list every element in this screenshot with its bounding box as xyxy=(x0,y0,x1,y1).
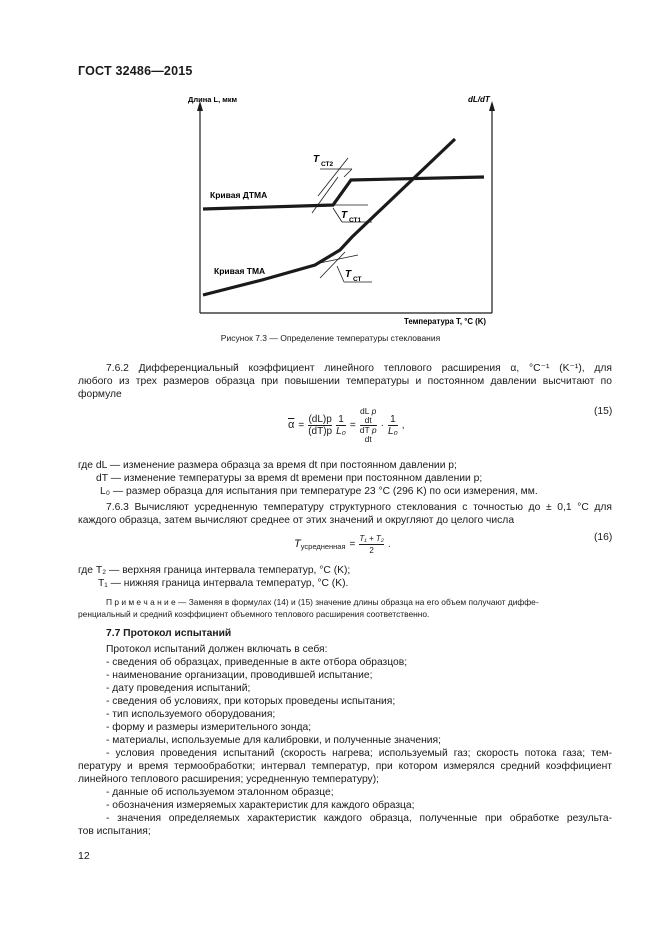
eq15-frac2: $\frac{1}{\text{L₀}}$ xyxy=(336,413,346,437)
curve-dtma-label: Кривая ДТМА xyxy=(210,190,268,200)
page-number: 12 xyxy=(78,850,90,862)
protocol-item: - наименование организации, проводившей испытание; xyxy=(106,670,373,681)
tct-label: T xyxy=(345,269,352,280)
protocol-item: - данные об используемом эталонном образце; xyxy=(106,787,334,798)
protocol-item: - условия проведения испытаний (скорость нагрева; используемый газ; скорость потока газа; тем- xyxy=(106,748,612,759)
eq16-equals: = xyxy=(349,538,356,550)
section-7-6-2-line1: 7.6.2 Дифференциальный коэффициент линейного теплового расширения α, °C⁻¹ (K⁻¹), для xyxy=(106,363,612,374)
tct1-sub: СТ1 xyxy=(349,217,362,224)
equation-16 xyxy=(294,531,391,557)
protocol-item-cont: линейного теплового расширения; усредненную температуру); xyxy=(78,774,379,785)
eq15-dot: · xyxy=(380,419,384,431)
section-7-6-2-line3: формуле xyxy=(78,389,122,400)
section-7-6-3-line2: каждого образца, затем вычисляют среднее от этих значений и округляют до целого числа xyxy=(78,515,515,526)
leader-tct2 xyxy=(344,169,352,177)
protocol-item: - обозначения измеряемых характеристик для каждого образца; xyxy=(106,800,415,811)
where16-line1: где T₂ — верхняя граница интервала температур, °C (K); xyxy=(78,565,351,576)
eq15-equals: = xyxy=(298,419,305,431)
glass-transition-figure xyxy=(0,0,661,330)
protocol-item: - материалы, используемые для калибровки, и полученные значения; xyxy=(106,735,441,746)
protocol-item: - значения определяемых характеристик каждого образца, полученные при обработке результа- xyxy=(106,813,612,824)
protocol-item: - сведения об образцах, приведенные в акте отбора образцов; xyxy=(106,657,408,668)
tct2-label: T xyxy=(313,154,320,165)
eq15-frac3: dL p dt dT p dt xyxy=(359,405,377,444)
curve-tma-label: Кривая ТМА xyxy=(214,266,266,276)
section-7-6-3-line1: 7.6.3 Вычисляют усредненную температуру структурного стеклования с точностью до ± 0,1 °C для xyxy=(106,502,612,513)
tangent-dtma-mid2 xyxy=(312,177,338,213)
eq16-lhs-sub: усредненная xyxy=(300,541,346,551)
protocol-item: - дату проведения испытаний; xyxy=(106,683,251,694)
protocol-item-cont: пературу и время термообработки; интервал температур, при котором измерялся средний коэффициент xyxy=(78,761,612,772)
equation-15-number: (15) xyxy=(594,406,613,417)
eq15-comma: , xyxy=(401,419,405,431)
equation-15 xyxy=(288,407,405,443)
eq15-frac1: $\frac{(dL)p}{(dT)p}$ xyxy=(308,413,333,437)
where15-line3: L₀ — размер образца для испытания при температуре 23 °C (296 K) по оси измерения, мм. xyxy=(100,486,538,497)
figure-caption: Рисунок 7.3 — Определение температуры стеклования xyxy=(220,333,441,343)
tct1-label: T xyxy=(341,210,348,221)
where15-line1: где dL — изменение размера образца за время dt при постоянном давлении p; xyxy=(78,460,457,471)
section-7-6-2-line2: любого из трех размеров образца при повышении температуры и постоянном давлении высчитают по xyxy=(78,376,612,387)
note-line2: ренциальный и средний коэффициент объемного теплового расширения соответственно. xyxy=(78,609,430,619)
section-7-7-title: 7.7 Протокол испытаний xyxy=(106,628,232,639)
leader-tct xyxy=(337,266,344,282)
protocol-item-cont: тов испытания; xyxy=(78,826,151,837)
x-axis-label: Температура T, °C (K) xyxy=(404,317,487,326)
equation-16-number: (16) xyxy=(594,532,613,543)
eq15-equals-2: = xyxy=(349,419,356,431)
where16-line2: T₁ — нижняя граница интервала температур, °C (K). xyxy=(98,578,349,589)
eq16-lhs: T xyxy=(294,537,301,550)
eq15-alpha: $\overline{\alpha}$ xyxy=(288,419,295,431)
where15-line2: dT — изменение температуры за время dt времени при постоянном давлении p; xyxy=(96,473,483,484)
y-left-label: Длина L, мкм xyxy=(188,95,238,104)
tct-sub: СТ xyxy=(353,276,362,283)
protocol-item: - тип используемого оборудования; xyxy=(106,709,276,720)
eq16-comma: . xyxy=(387,538,391,550)
y-right-label: dL/dT xyxy=(468,95,490,104)
tct2-sub: СТ2 xyxy=(321,161,334,168)
protocol-item: - форму и размеры измерительного зонда; xyxy=(106,722,312,733)
note-line1: П р и м е ч а н и е — Заменяя в формулах (14) и (15) значение длины образца на его объем получают диффе- xyxy=(106,597,539,607)
eq15-frac4: $\frac{1}{\text{L₀}}$ xyxy=(387,413,398,437)
section-7-7-intro: Протокол испытаний должен включать в себя: xyxy=(106,644,328,655)
eq16-frac: $\frac{\text{T₁ + T₂}}{2}$ xyxy=(359,533,384,555)
document-header: ГОСТ 32486—2015 xyxy=(78,64,193,78)
protocol-item: - сведения об условиях, при которых проведены испытания; xyxy=(106,696,396,707)
y-axis-right-arrow xyxy=(489,101,495,111)
